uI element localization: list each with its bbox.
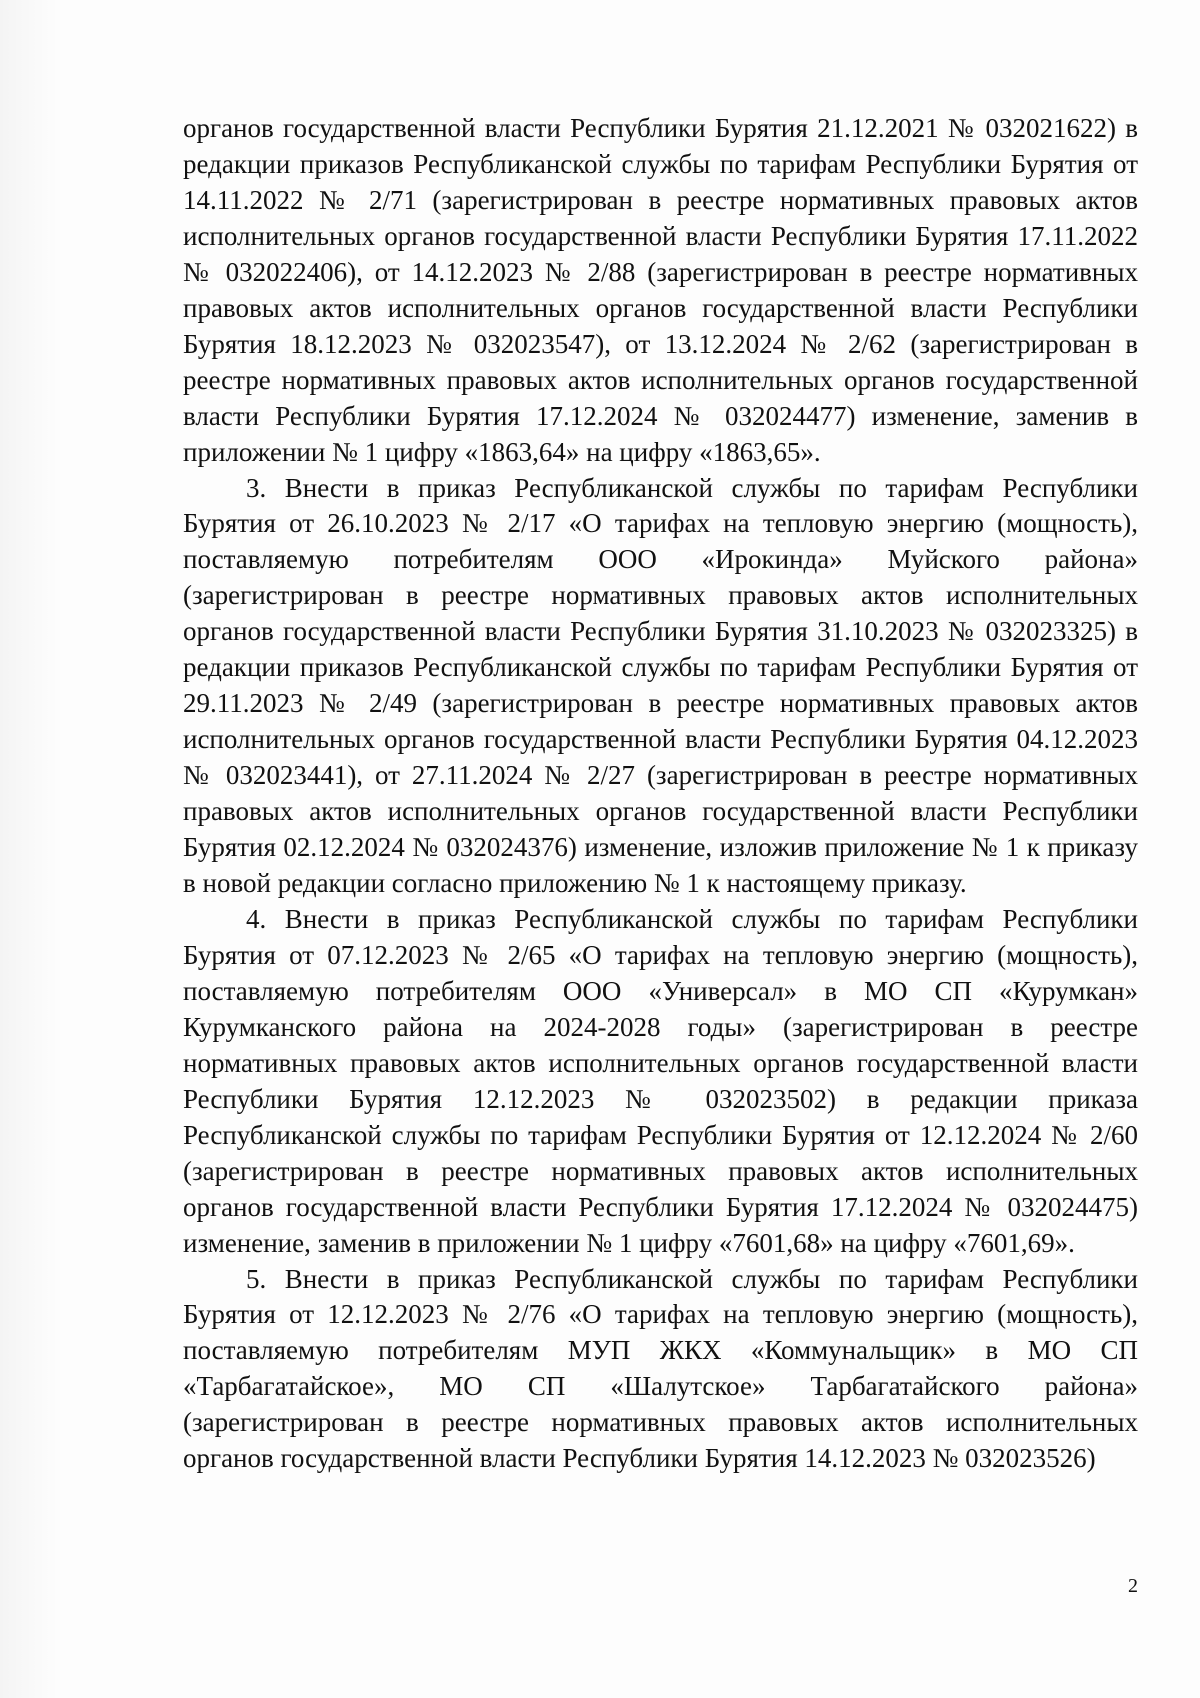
paragraph-item-5: 5. Внести в приказ Республиканской службы по тарифам Республики Бурятия от 12.12.2023 № 2/76 «О тарифах на тепловую энергию (мощность), поставляемую потребителям МУП ЖКХ «Коммунальщик» в МО СП «Тарбагатайское», МО СП «Шалутское» Тарбагатайского района» (зарегистрирован в реестре нормативных правовых актов исполнительных органов государственной власти Республики Бурятия 14.12.2023 № 032023526) [183,1263,1138,1474]
paragraph-item-4: 4. Внести в приказ Республиканской службы по тарифам Республики Бурятия от 07.12.2023 № 2/65 «О тарифах на тепловую энергию (мощность), поставляемую потребителям ООО «Универсал» в МО СП «Курумкан» Курумканского района на 2024-2028 годы» (зарегистрирован в реестре нормативных правовых актов исполнительных органов государственной власти Республики Бурятия 12.12.2023 № 032023502) в редакции приказа Республиканской службы по тарифам Республики Бурятия от 12.12.2024 № 2/60 (зарегистрирован в реестре нормативных правовых актов исполнительных органов государственной власти Республики Бурятия 17.12.2024 № 032024475) изменение, заменив в приложении № 1 цифру «7601,68» на цифру «7601,69». [183,903,1138,1258]
page-number: 2 [1128,1575,1138,1597]
paragraph-item-3: 3. Внести в приказ Республиканской службы по тарифам Республики Бурятия от 26.10.2023 № 2/17 «О тарифах на тепловую энергию (мощность), поставляемую потребителям ООО «Ирокинда» Муйского района» (зарегистрирован в реестре нормативных правовых актов исполнительных органов государственной власти Республики Бурятия 31.10.2023 № 032023325) в редакции приказов Республиканской службы по тарифам Республики Бурятия от 29.11.2023 № 2/49 (зарегистрирован в реестре нормативных правовых актов исполнительных органов государственной власти Республики Бурятия 04.12.2023 № 032023441), от 27.11.2024 № 2/27 (зарегистрирован в реестре нормативных правовых актов исполнительных органов государственной власти Республики Бурятия 02.12.2024 № 032024376) изменение, изложив приложение № 1 к приказу в новой редакции согласно приложению № 1 к настоящему приказу. [183,472,1138,899]
continued-paragraph: органов государственной власти Республики Бурятия 21.12.2021 № 032021622) в редакции приказов Республиканской службы по тарифам Республики Бурятия от 14.11.2022 № 2/71 (зарегистрирован в реестре нормативных правовых актов исполнительных органов государственной власти Республики Бурятия 17.11.2022 № 032022406), от 14.12.2023 № 2/88 (зарегистрирован в реестре нормативных правовых актов исполнительных органов государственной власти Республики Бурятия 18.12.2023 № 032023547), от 13.12.2024 № 2/62 (зарегистрирован в реестре нормативных правовых актов исполнительных органов государственной власти Республики Бурятия 17.12.2024 № 032024477) изменение, заменив в приложении № 1 цифру «1863,64» на цифру «1863,65». [183,113,1138,467]
document-body [183,111,1138,1477]
scan-edge-shading [0,0,58,1698]
